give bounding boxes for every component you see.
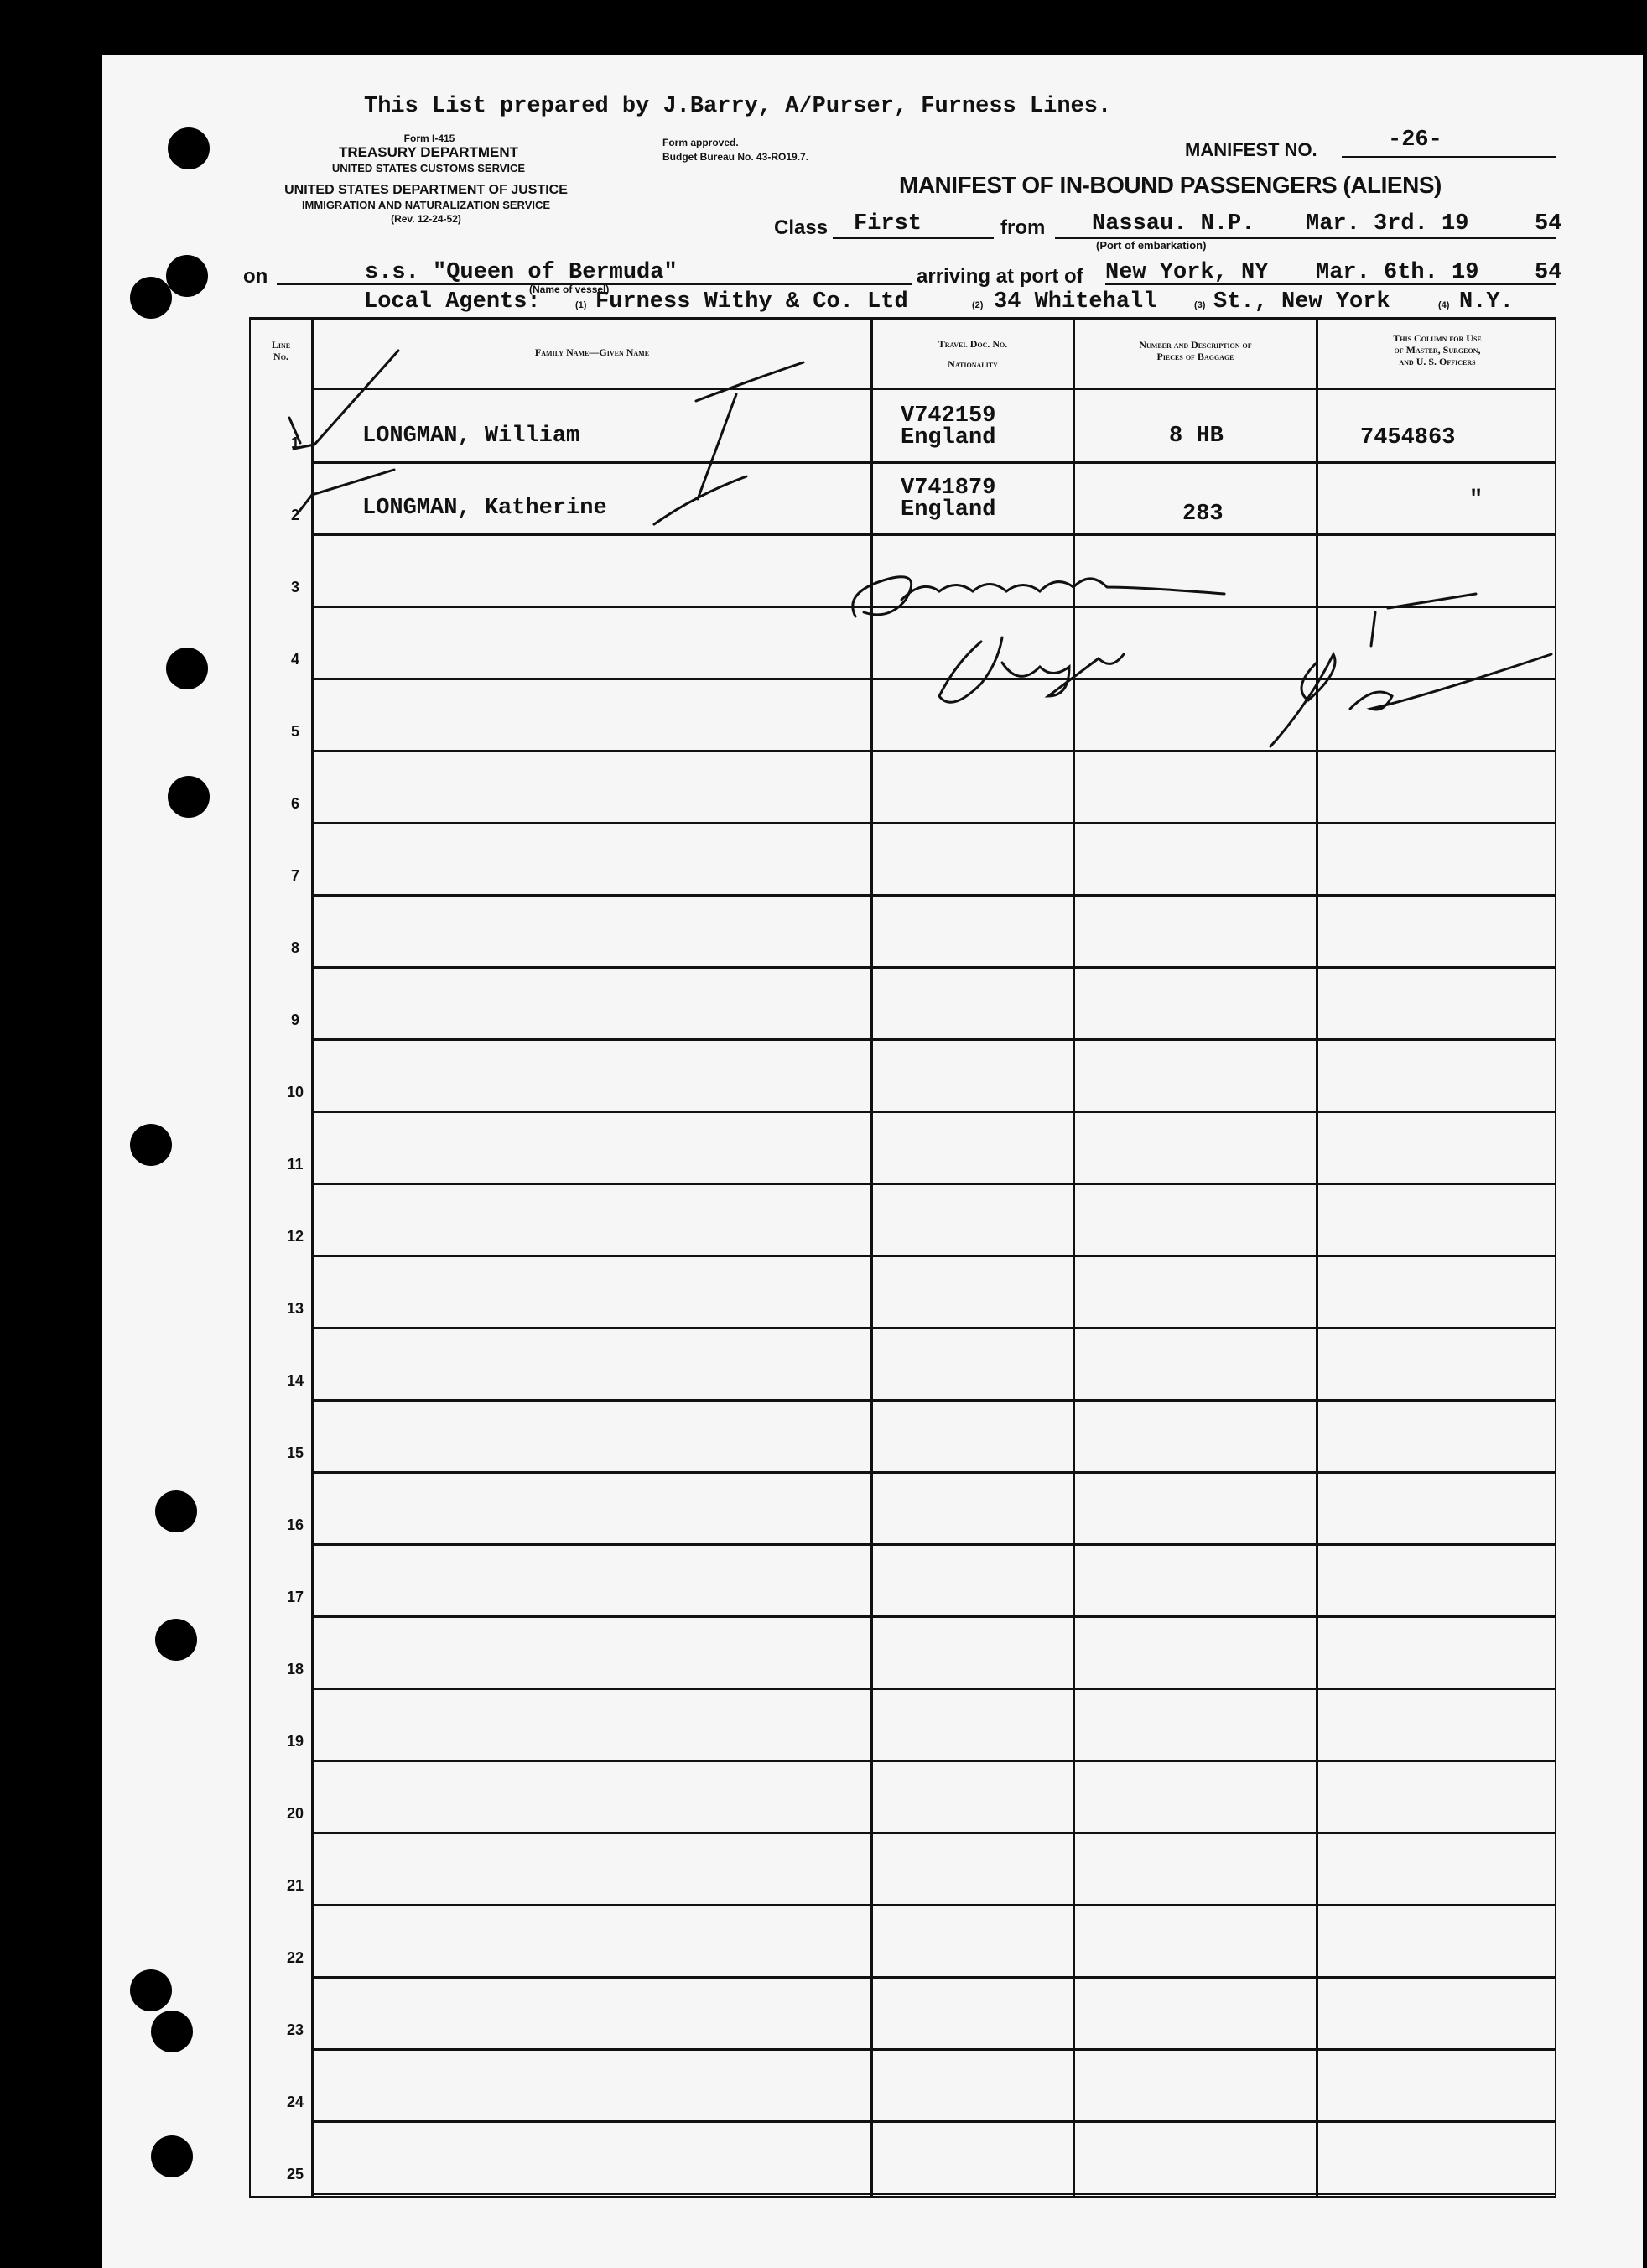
agents-marker-2: (2) xyxy=(972,300,984,310)
row-rule xyxy=(311,461,1556,464)
form-approved: Form approved. xyxy=(662,137,739,148)
col-header-baggage-2: Pieces of Baggage xyxy=(1156,351,1234,362)
col-header-officers-3: and U. S. Officers xyxy=(1399,356,1476,367)
manifest-number: -26- xyxy=(1388,127,1442,153)
binder-hole xyxy=(130,277,172,319)
customs-service: UNITED STATES CUSTOMS SERVICE xyxy=(331,162,526,174)
binder-hole xyxy=(166,648,208,689)
col-header-travel-doc-1: Travel Doc. No. xyxy=(938,338,1008,350)
line-number: 18 xyxy=(286,1661,304,1678)
row-rule xyxy=(311,966,1556,969)
binder-hole xyxy=(130,1124,172,1166)
line-number: 22 xyxy=(286,1949,304,1966)
row-rule xyxy=(311,1904,1556,1906)
line-number: 4 xyxy=(290,651,299,668)
passenger-name: LONGMAN, Katherine xyxy=(362,496,607,521)
row-rule xyxy=(311,1976,1556,1979)
line-number: 8 xyxy=(290,939,299,956)
line-number: 2 xyxy=(290,507,299,523)
row-rule xyxy=(311,2120,1556,2123)
row-rule xyxy=(311,533,1556,536)
binder-hole xyxy=(151,2011,193,2052)
col-header-baggage-1: Number and Description of xyxy=(1139,339,1252,351)
col-header-travel-doc xyxy=(873,338,1073,370)
form-revision: (Rev. 12-24-52) xyxy=(391,213,461,225)
row-rule xyxy=(311,1111,1556,1113)
agents-marker-4: (4) xyxy=(1438,300,1450,310)
row-rule xyxy=(311,606,1556,608)
officer-use: 7454863 xyxy=(1360,425,1456,450)
col-header-baggage xyxy=(1075,339,1316,362)
agents-label: Local Agents: xyxy=(364,289,541,315)
from-port: Nassau. N.P. xyxy=(1092,211,1255,237)
row-rule xyxy=(311,894,1556,897)
line-number: 14 xyxy=(286,1372,304,1389)
immigration-service: IMMIGRATION AND NATURALIZATION SERVICE xyxy=(301,199,551,211)
class-rule xyxy=(833,237,994,239)
arriving-label: arriving at port of xyxy=(917,265,1083,288)
baggage: 8 HB xyxy=(1169,424,1224,449)
agents-part-1: Furness Withy & Co. Ltd xyxy=(595,289,908,315)
row-rule xyxy=(311,1038,1556,1041)
col-header-officers-1: This Column for Use xyxy=(1393,332,1482,344)
row-rule xyxy=(311,2193,1556,2195)
prepared-by-line: This List prepared by J.Barry, A/Purser, Furness Lines. xyxy=(364,94,1112,119)
binder-hole xyxy=(151,2135,193,2177)
agents-marker-3: (3) xyxy=(1194,300,1206,310)
manifest-title: MANIFEST OF IN-BOUND PASSENGERS (ALIENS) xyxy=(899,172,1442,198)
line-number: 10 xyxy=(286,1084,304,1100)
line-number: 16 xyxy=(286,1516,304,1533)
line-number: 13 xyxy=(286,1300,304,1317)
line-number: 1 xyxy=(290,434,299,451)
line-number: 17 xyxy=(286,1589,304,1605)
port-caption: (Port of embarkation) xyxy=(1096,239,1207,252)
binder-hole xyxy=(168,127,210,169)
agents-part-4: N.Y. xyxy=(1459,289,1514,315)
table-top-rule xyxy=(249,317,1556,320)
binder-hole xyxy=(155,1490,197,1532)
row-rule xyxy=(311,822,1556,824)
vessel-caption: (Name of vessel) xyxy=(529,284,610,295)
treasury-dept: TREASURY DEPARTMENT xyxy=(338,144,519,160)
table-right-rule xyxy=(1555,317,1556,2198)
row-rule xyxy=(311,1183,1556,1185)
budget-bureau: Budget Bureau No. 43-RO19.7. xyxy=(662,151,809,163)
row-rule xyxy=(311,1255,1556,1257)
row-rule xyxy=(311,1327,1556,1329)
col-header-line-no-2: No. xyxy=(273,351,288,362)
nationality: England xyxy=(901,497,996,523)
line-number: 7 xyxy=(290,867,299,884)
line-number: 23 xyxy=(286,2021,304,2038)
row-rule xyxy=(311,1471,1556,1474)
row-rule xyxy=(311,1615,1556,1618)
binder-hole xyxy=(130,1969,172,2011)
nationality: England xyxy=(901,425,996,450)
col-header-officers xyxy=(1318,332,1556,367)
row-rule xyxy=(311,1543,1556,1546)
row-rule xyxy=(311,2048,1556,2051)
travel-doc-number: V741879 xyxy=(901,476,996,501)
row-rule xyxy=(311,1399,1556,1402)
line-number: 25 xyxy=(286,2166,304,2182)
line-number: 19 xyxy=(286,1733,304,1750)
col-header-nationality: Nationality xyxy=(948,358,998,370)
manifest-no-rule xyxy=(1342,156,1556,158)
row-rule xyxy=(311,1760,1556,1762)
agents-marker-1: (1) xyxy=(575,300,587,310)
from-label: from xyxy=(1000,216,1046,239)
line-number: 9 xyxy=(290,1012,299,1028)
table-bottom-rule xyxy=(249,2196,1556,2198)
agents-part-2: 34 Whitehall xyxy=(994,289,1157,315)
form-number: Form I-415 xyxy=(403,133,455,144)
on-label: on xyxy=(243,265,268,288)
row-rule xyxy=(311,1832,1556,1834)
depart-date: Mar. 3rd. 19 xyxy=(1306,211,1469,237)
vessel-name: s.s. "Queen of Bermuda" xyxy=(365,260,678,285)
passenger-name: LONGMAN, William xyxy=(362,424,580,449)
class-value: First xyxy=(854,211,922,237)
col-header-line-no xyxy=(251,339,311,362)
officer-use: " xyxy=(1469,487,1483,512)
row-rule xyxy=(311,750,1556,752)
row-rule xyxy=(311,678,1556,680)
line-number: 21 xyxy=(286,1877,304,1894)
arrival-date: Mar. 6th. 19 xyxy=(1316,260,1479,285)
agents-part-3: St., New York xyxy=(1213,289,1390,315)
col-header-officers-2: of Master, Surgeon, xyxy=(1394,344,1481,356)
binder-hole xyxy=(166,255,208,297)
col-header-name: Family Name—Given Name xyxy=(534,346,650,358)
depart-year: 54 xyxy=(1535,211,1562,237)
binder-hole xyxy=(168,776,210,818)
line-number: 3 xyxy=(290,579,299,596)
line-number: 11 xyxy=(287,1156,304,1173)
baggage: 283 xyxy=(1182,502,1224,527)
class-label: Class xyxy=(774,216,829,239)
line-number: 20 xyxy=(286,1805,304,1822)
line-number: 15 xyxy=(286,1444,304,1461)
row-rule xyxy=(311,1688,1556,1690)
justice-dept: UNITED STATES DEPARTMENT OF JUSTICE xyxy=(284,183,568,197)
line-number: 24 xyxy=(286,2094,304,2110)
col-header-line-no-1: Line xyxy=(271,339,291,351)
arrival-year: 54 xyxy=(1535,260,1562,285)
line-number: 12 xyxy=(286,1228,304,1245)
header-bottom-rule xyxy=(311,388,1556,390)
manifest-no-label: MANIFEST NO. xyxy=(1185,139,1317,160)
table-left-rule xyxy=(249,317,251,2198)
arrival-port: New York, NY xyxy=(1105,260,1269,285)
line-number: 6 xyxy=(290,795,299,812)
travel-doc-number: V742159 xyxy=(901,403,996,429)
binder-hole xyxy=(155,1619,197,1661)
line-number: 5 xyxy=(290,723,299,740)
